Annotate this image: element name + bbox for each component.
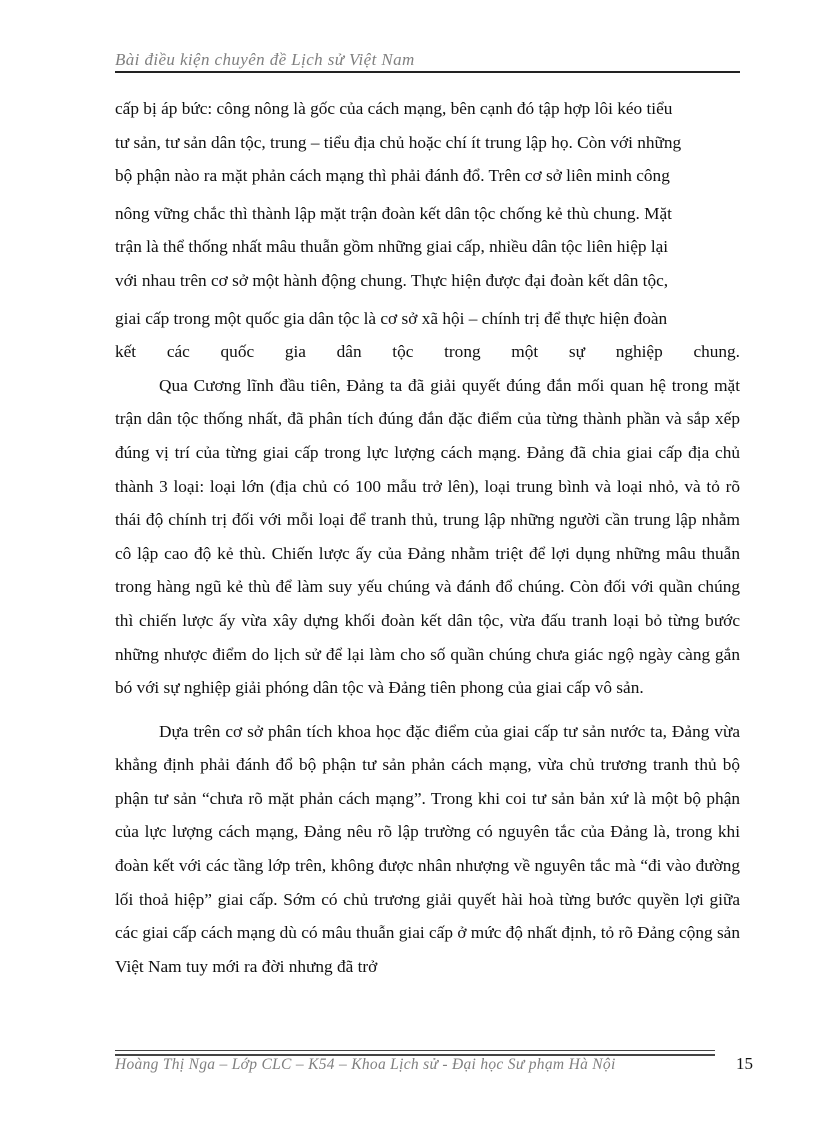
paragraph-1-line: cấp bị áp bức: công nông là gốc của cách mạng, bên cạnh đó tập hợp lôi kéo tiểu bbox=[115, 99, 673, 118]
footer-divider-thin bbox=[115, 1050, 715, 1051]
paragraph-1-line: nông vững chắc thì thành lập mặt trận đoàn kết dân tộc chống kẻ thù chung. Mặt bbox=[115, 203, 672, 223]
paragraph-1-line: trận là thể thống nhất mâu thuẫn gồm những giai cấp, nhiều dân tộc liên hiệp lại bbox=[115, 237, 669, 257]
running-footer: Hoàng Thị Nga – Lớp CLC – K54 – Khoa Lịch sử - Đại học Sư phạm Hà Nội bbox=[115, 1056, 616, 1073]
paragraph-1 bbox=[115, 92, 740, 369]
running-header: Bài điều kiện chuyên đề Lịch sử Việt Nam bbox=[115, 50, 415, 69]
paragraph-1-line: với nhau trên cơ sở một hành động chung. Thực hiện được đại đoàn kết dân tộc, bbox=[115, 270, 669, 290]
paragraph-1-line: kết các quốc gia dân tộc trong một sự nghiệp chung. bbox=[115, 342, 740, 362]
body-text bbox=[115, 92, 740, 983]
paragraph-1-line: bộ phận nào ra mặt phản cách mạng thì phải đánh đổ. Trên cơ sở liên minh công bbox=[115, 166, 670, 186]
header-divider bbox=[115, 71, 740, 73]
paragraph-3: Dựa trên cơ sở phân tích khoa học đặc điểm của giai cấp tư sản nước ta, Đảng vừa khẳng định phải đánh đổ bộ phận tư sản phản cách mạng, vừa chủ trương tranh thủ bộ phận tư sản “chưa rõ mặt phản cách mạng”. Trong khi coi tư sản bản xứ là một bộ phận của lực lượng cách mạng, Đảng nêu rõ lập trường có nguyên tắc của Đảng là, trong khi đoàn kết với các tầng lớp trên, không được nhân nhượng về nguyên tắc mà “đi vào đường lối thoả hiệp” giai cấp. Sớm có chủ trương giải quyết hài hoà từng bước quyền lợi giữa các giai cấp cách mạng dù có mâu thuẫn giai cấp ở mức độ nhất định, tỏ rõ Đảng cộng sản Việt Nam tuy mới ra đời nhưng đã trở bbox=[115, 721, 740, 976]
paragraph-1-line: tư sản, tư sản dân tộc, trung – tiểu địa chủ hoặc chí ít trung lập họ. Còn với những bbox=[115, 132, 682, 152]
page-number: 15 bbox=[736, 1054, 753, 1073]
paragraph-2: Qua Cương lĩnh đầu tiên, Đảng ta đã giải quyết đúng đắn mối quan hệ trong mặt trận dân tộc thống nhất, đã phân tích đúng đắn đặc điểm của từng thành phần và sắp xếp đúng vị trí của từng giai cấp trong lực lượng cách mạng. Đảng đã chia giai cấp địa chủ thành 3 loại: loại lớn (địa chủ có 100 mẫu trở lên), loại trung bình và loại nhỏ, và tỏ rõ thái độ chính trị đối với mỗi loại để tranh thủ, trung lập những người cần trung lập nhằm cô lập cao độ kẻ thù. Chiến lược ấy của Đảng nhằm triệt để lợi dụng những mâu thuẫn trong hàng ngũ kẻ thù để làm suy yếu chúng và đánh đổ chúng. Còn đối với quần chúng thì chiến lược ấy vừa xây dựng khối đoàn kết dân tộc, vừa đấu tranh loại bỏ từng bước những nhược điểm do lịch sử để lại làm cho số quần chúng chưa giác ngộ ngày càng gắn bó với sự nghiệp giải phóng dân tộc và Đảng tiên phong của giai cấp vô sản. bbox=[115, 375, 740, 698]
paragraph-1-line: giai cấp trong một quốc gia dân tộc là cơ sở xã hội – chính trị để thực hiện đoàn bbox=[115, 308, 668, 328]
